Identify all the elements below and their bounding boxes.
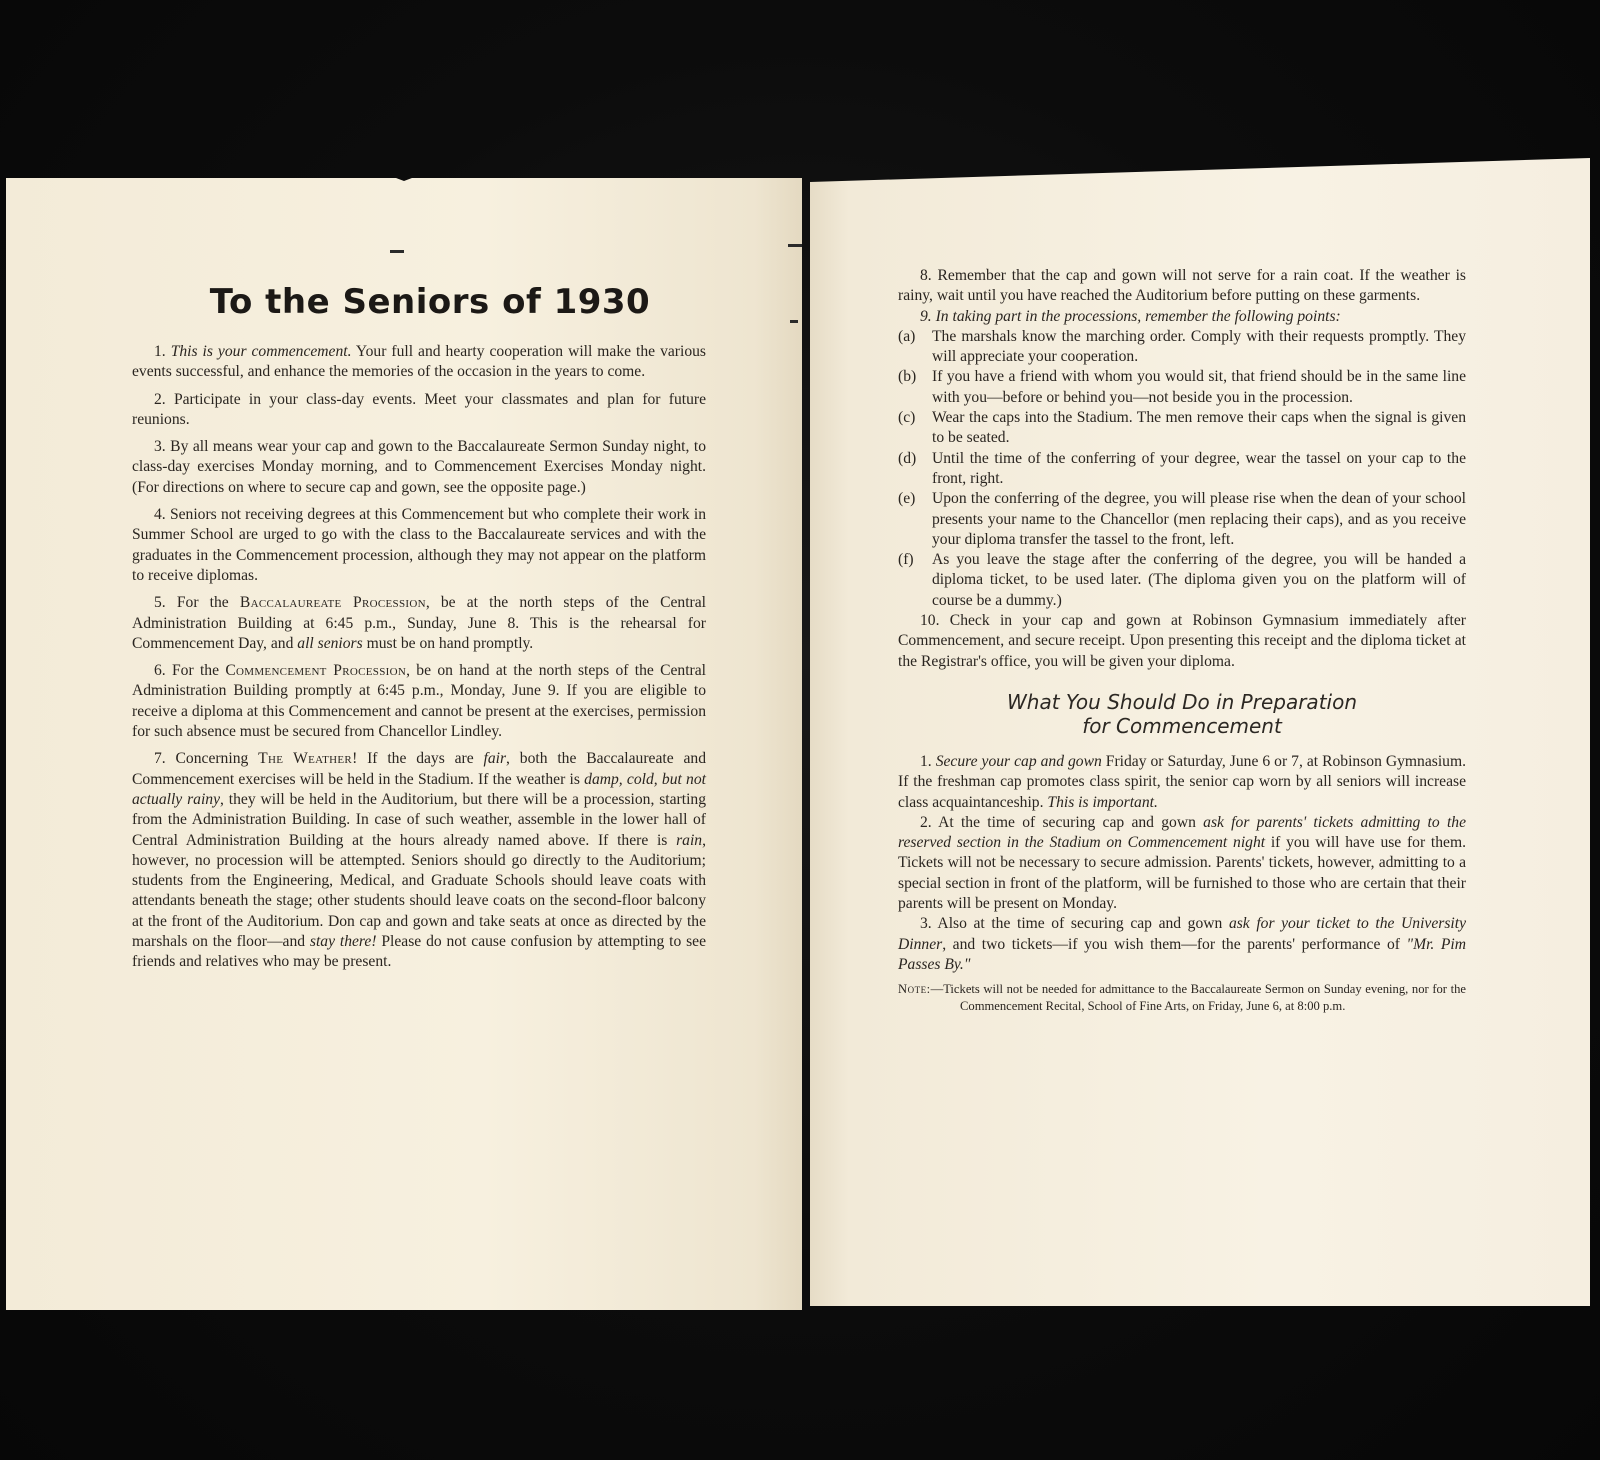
section-heading: What You Should Do in Preparation for Commencement: [1007, 689, 1357, 738]
preparation-item-2: 2. At the time of securing cap and gown ask for parents' tickets admitting to the reserved section in the Stadium on Commencement night if you will have use for them. Tickets will not be necessary to secure admission. Parents' tickets, however, admitting to a special section in front of the platform, will be furnished to those who are certain that their parents will be present on Monday.: [898, 813, 1466, 913]
fold-mark: [790, 320, 798, 323]
preparation-item-3: 3. Also at the time of securing cap and gown ask for your ticket to the University Dinner, and two tickets—if you wish them—for the parents' performance of "Mr. Pim Passes By.": [898, 915, 1467, 973]
list-item: (b) If you have a friend with whom you would sit, that friend should be in the same line with you—before or behind you—not beside you in the procession.: [898, 368, 1466, 406]
paragraph-6: 6. For the Commencement Procession, be on hand at the north steps of the Central Administration Building promptly at 6:45 p.m., Monday, June 9. If you are eligible to receive a diploma at this Commencement and cannot be present at the exercises, permission for such absence must be secured from Chancellor Lindley.: [132, 662, 706, 741]
fold-mark: [390, 250, 404, 253]
page-title: To the Seniors of 1930: [209, 282, 651, 322]
list-item: (f) As you leave the stage after the conferring of the degree, you will be handed a diploma ticket, to be used later. (The diploma given you on the platform will of course be a dummy.): [898, 551, 1466, 609]
paragraph-9: 9. In taking part in the processions, remember the following points:: [920, 307, 1341, 325]
paragraph-3: 3. By all means wear your cap and gown to the Baccalaureate Sermon Sunday night, to class-day exercises Monday morning, and to Commencement Exercises Monday night. (For directions on where to secure cap and gown, see the opposite page.): [132, 438, 706, 496]
paragraph-10: 10. Check in your cap and gown at Robinson Gymnasium immediately after Commencement, and secure receipt. Upon presenting this receipt and the diploma ticket at the Registrar's office, you will be given your diploma.: [898, 612, 1466, 670]
paragraph-2: 2. Participate in your class-day events. Meet your classmates and plan for future reunions.: [132, 390, 706, 428]
list-item: (a) The marshals know the marching order. Comply with their requests promptly. They will appreciate your cooperation.: [898, 327, 1466, 366]
list-item: (e) Upon the conferring of the degree, you will please rise when the dean of your school presents your name to the Chancellor (men replacing their caps), and as you receive your diploma transfer the tassel to the front, left.: [898, 490, 1466, 548]
paragraph-1: 1. This is your commencement. Your full and hearty cooperation will make the various events successful, and enhance the memories of the occasion in the years to come.: [132, 343, 706, 381]
list-item: (d) Until the time of the conferring of your degree, wear the tassel on your cap to the front, right.: [898, 449, 1466, 487]
paragraph-5: 5. For the Baccalaureate Procession, be at the north steps of the Central Administration Building at 6:45 p.m., Sunday, June 8. This is the rehearsal for Commencement Day, and all seniors must be on hand promptly.: [132, 594, 706, 652]
right-column: [898, 266, 1466, 1027]
fold-mark: [788, 244, 802, 247]
note: Note:—Tickets will not be needed for admittance to the Baccalaureate Sermon on Sunday evening, nor for the Commencement Recital, School of Fine Arts, on Friday, June 6, at 8:00 p.m.: [898, 982, 1466, 1013]
paragraph-8: 8. Remember that the cap and gown will not serve for a rain coat. If the weather is rainy, wait until you have reached the Auditorium before putting on these garments.: [898, 267, 1466, 305]
procession-points-list: [898, 327, 1466, 611]
paragraph-7: 7. Concerning The Weather! If the days are fair, both the Baccalaureate and Commencement exercises will be held in the Stadium. If the weather is damp, cold, but not actually rainy, they will be held in the Auditorium, but there will be a procession, starting from the Administration Building. In case of such weather, assemble in the lower hall of Central Administration Building at the hours already named above. If there is rain, however, no procession will be attempted. Seniors should go directly to the Auditorium; students from the Engineering, Medical, and Graduate Schools should leave coats with attendants beneath the stage; other students should leave coats on the second-floor balcony at the front of the Auditorium. Don cap and gown and take seats at once as directed by the marshals on the floor—and stay there! Please do not cause confusion by attempting to see friends and relatives who may be present.: [132, 750, 706, 971]
preparation-item-1: 1. Secure your cap and gown Friday or Saturday, June 6 or 7, at Robinson Gymnasium. If the freshman cap promotes class spirit, the senior cap worn by all seniors will increase class acquaintanceship. This is important.: [898, 752, 1466, 811]
list-item: (c) Wear the caps into the Stadium. The men remove their caps when the signal is given to be seated.: [898, 409, 1466, 447]
left-column: [132, 342, 706, 980]
paragraph-4: 4. Seniors not receiving degrees at this Commencement but who complete their work in Summer School are urged to go with the class to the Baccalaureate services and with the graduates in the Commencement procession, although they may not appear on the platform to receive diplomas.: [132, 506, 706, 584]
